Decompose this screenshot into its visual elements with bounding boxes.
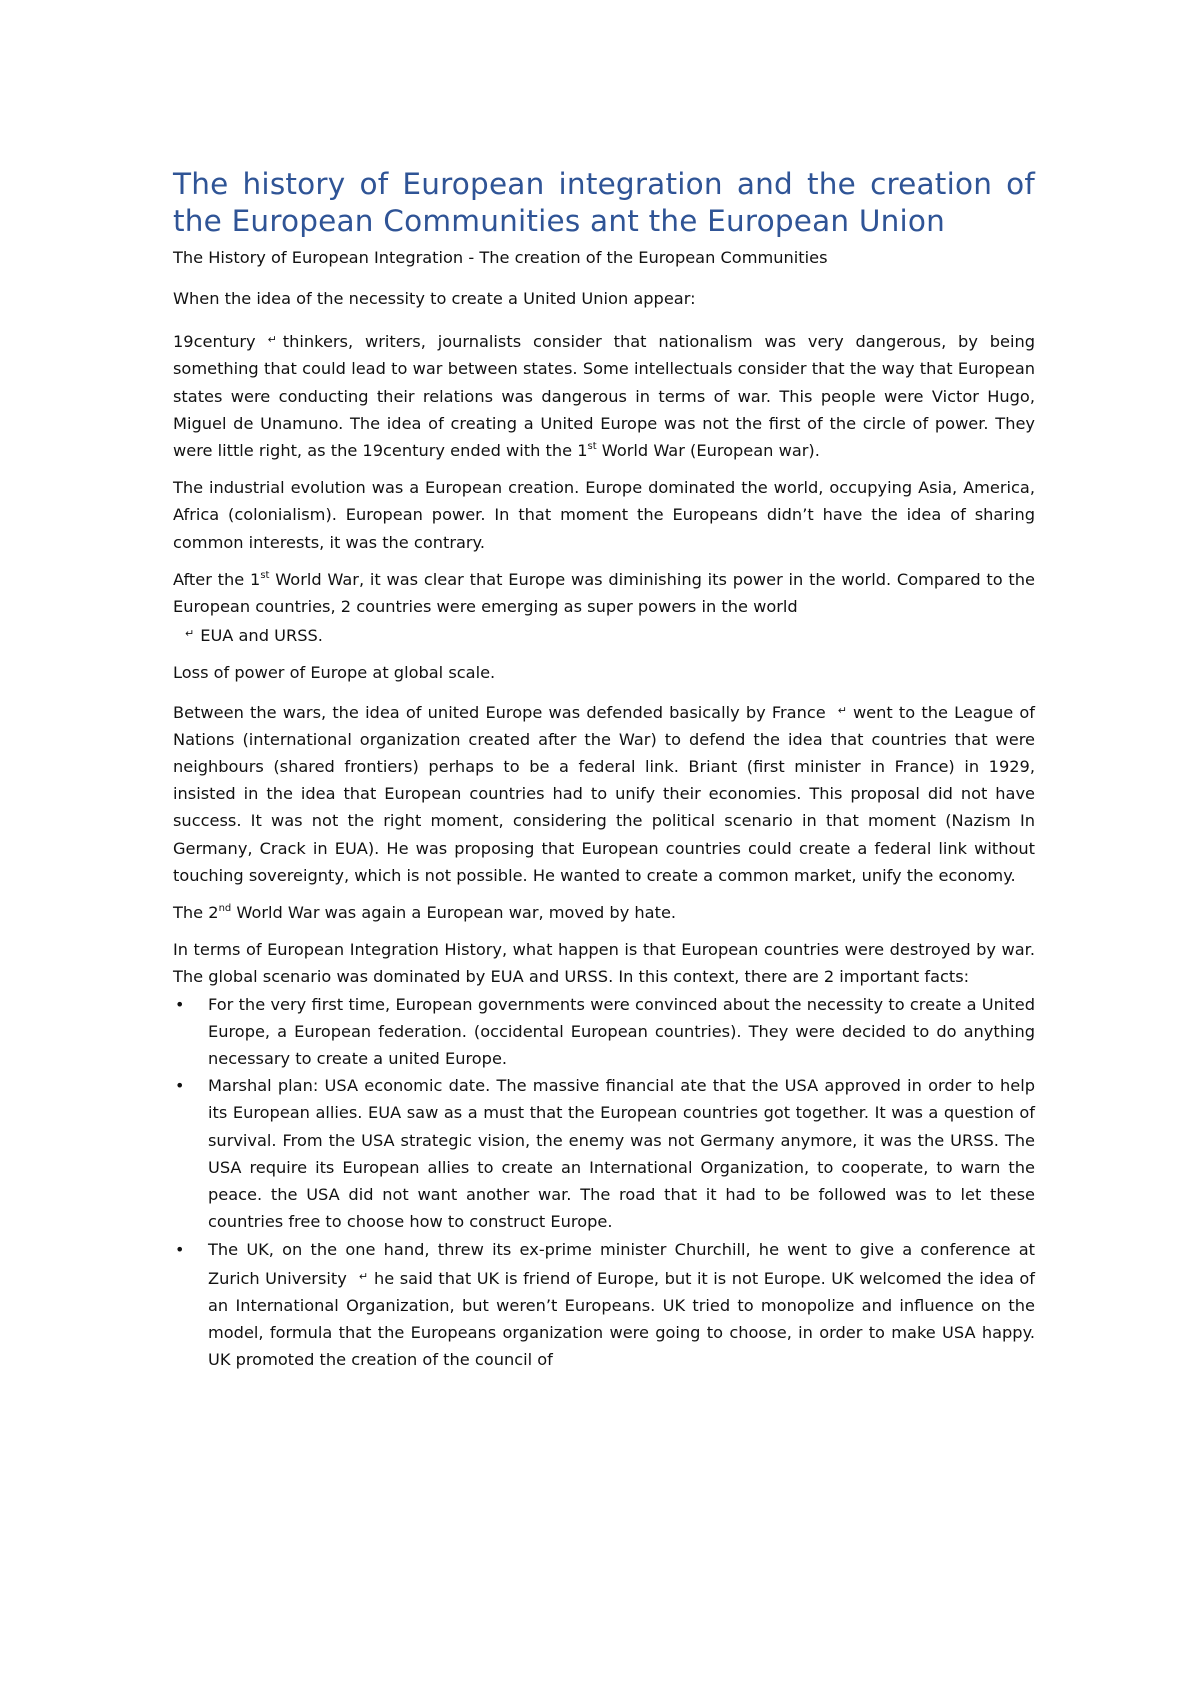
paragraph-after-ww1 <box>173 566 1035 650</box>
superscript: nd <box>218 903 232 915</box>
document-subtitle: The History of European Integration - The creation of the European Communities <box>173 248 828 267</box>
bullet-icon: • <box>175 1076 185 1096</box>
paragraph-between-wars <box>173 697 1035 889</box>
paragraph-industrial: The industrial evolution was a European creation. Europe dominated the world, occupying Asia, America, Africa (colonialism). European power. In that moment the Europeans didn’t have the idea of sharing common interests, it was the contrary. <box>173 478 1035 552</box>
paragraph-text: 19century <box>173 332 256 352</box>
paragraph-text: went to the League of Nations (international organization created after the War) to defend the idea that countries that were neighbours (shared frontiers) perhaps to be a federal link. Briant (first minister in France) in 1929, insisted in the idea that European countries had to unify their economies. This proposal did not have success. It was not the right moment, considering the political scenario in that moment (Nazism In Germany, Crack in EUA). He was proposing that European countries could create a federal link without touching sovereignty, which is not possible. He wanted to create a common market, unify the economy. <box>173 702 1035 885</box>
arrow-icon: ↵ <box>267 333 277 347</box>
paragraph-text: World War, it was clear that Europe was diminishing its power in the world. Compared to the European countries, 2 countries were emerging as super powers in the world <box>173 569 1036 617</box>
list-item-text: For the very first time, European governments were convinced about the necessity to create a United Europe, a European federation. (occidental European countries). They were decided to do anything necessary to create a united Europe. <box>208 994 1035 1069</box>
list-item-text: Marshal plan: USA economic date. The massive financial ate that the USA approved in order to help its European allies. EUA saw as a must that the European countries got together. It was a question of survival. From the USA strategic vision, the enemy was not Germany anymore, it was the URSS. The USA require its European allies to create an International Organization, to cooperate, to warn the peace. the USA did not want another war. The road that it had to be followed was to let these countries free to choose how to construct Europe. <box>208 1076 1035 1232</box>
arrow-icon: ↵ <box>185 627 195 641</box>
list-item <box>173 1072 1035 1235</box>
paragraph-text: EUA and URSS. <box>200 626 323 646</box>
superscript: st <box>260 569 270 581</box>
bullet-icon: • <box>175 1239 185 1259</box>
paragraph-loss-of-power: Loss of power of Europe at global scale. <box>173 663 496 683</box>
paragraph-text: Between the wars, the idea of united Europe was defended basically by France <box>173 702 826 722</box>
arrow-icon: ↵ <box>837 703 847 717</box>
paragraph-text: World War (European war). <box>596 441 820 461</box>
paragraph-text: World War was again a European war, moved by hate. <box>231 903 677 923</box>
list-item-text: he said that UK is friend of Europe, but it is not Europe. UK welcomed the idea of an International Organization, but weren’t Europeans. UK tried to monopolize and influence on the model, formula that the Europeans organization were going to choose, in order to make USA happy. UK promoted the creation of the council of <box>208 1268 1035 1370</box>
paragraph-text: thinkers, writers, journalists consider that nationalism was very dangerous, by being something that could lead to war between states. Some intellectuals consider that the way that European states were conducting their relations was dangerous in terms of war. This people were Victor Hugo, Miguel de Unamuno. The idea of creating a United Europe was not the first of the circle of power. They were little right, as the 19century ended with the 1 <box>173 332 1035 461</box>
paragraph-text: The 2 <box>173 903 219 923</box>
paragraph-integration-history: In terms of European Integration History, what happen is that European countries were destroyed by war. The global scenario was dominated by EUA and URSS. In this context, there are 2 important facts: <box>173 940 1035 987</box>
document-title: The history of European integration and the creation of the European Communities ant the European Union <box>173 167 1035 238</box>
list-item <box>173 991 1035 1073</box>
paragraph-19century <box>173 326 1035 464</box>
paragraph-ww2 <box>173 899 1035 926</box>
question-paragraph: When the idea of the necessity to create a United Union appear: <box>173 289 696 308</box>
facts-list <box>173 991 1035 1374</box>
superscript: st <box>587 441 597 453</box>
bullet-icon: • <box>175 994 185 1014</box>
paragraph-text: After the 1 <box>173 569 261 589</box>
document-page <box>173 166 1035 1374</box>
list-item-text: The UK, on the one hand, threw its ex-prime minister Churchill, he went to give a conference at Zurich University <box>208 1239 1035 1288</box>
list-item <box>173 1236 1035 1374</box>
arrow-icon: ↵ <box>358 1269 369 1283</box>
